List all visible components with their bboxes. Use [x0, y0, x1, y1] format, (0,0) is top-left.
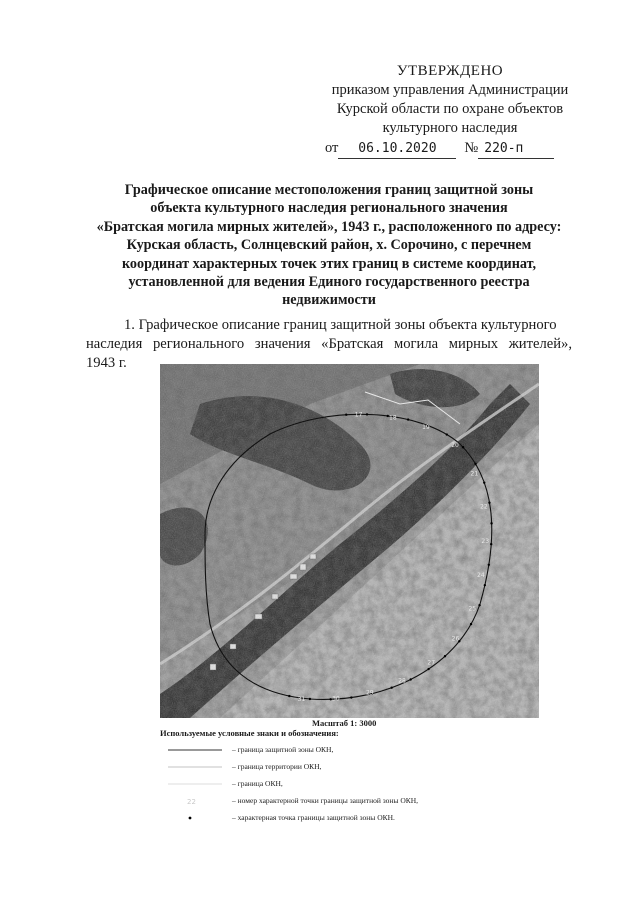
characteristic-point: [478, 604, 480, 606]
point-number-label: 18: [389, 414, 397, 422]
date-prefix: от: [325, 140, 339, 156]
characteristic-point: [490, 522, 492, 524]
title-line: Графическое описание местоположения границ защитной зоны: [124, 182, 534, 198]
point-number-symbol: [160, 793, 230, 810]
characteristic-point: [409, 678, 411, 680]
point-number-label: 31: [297, 695, 306, 703]
title-line: Курская область, Солнцевский район, х. Сорочино, с перечнем: [126, 237, 532, 254]
point-number-label: 21: [470, 470, 479, 478]
approval-line-3: культурного наследия: [382, 120, 518, 136]
legend-item: [160, 793, 460, 810]
characteristic-point: [446, 433, 448, 435]
characteristic-point: [350, 696, 352, 698]
point-number-label: 20: [451, 442, 459, 450]
characteristic-point: [345, 414, 347, 416]
number-sign: №: [464, 140, 479, 156]
characteristic-point: [488, 564, 490, 566]
legend-item: [160, 776, 460, 793]
map-scale: Масштаб 1: 3000: [312, 718, 377, 728]
legend-text: – граница защитной зоны ОКН,: [232, 745, 334, 754]
characteristic-point: [390, 687, 392, 689]
legend: [160, 742, 460, 827]
object-boundary-symbol: [160, 776, 230, 793]
point-number-label: 27: [427, 659, 436, 667]
characteristic-point: [484, 584, 486, 586]
legend-text: – граница ОКН,: [232, 779, 283, 788]
approval-line-1: приказом управления Администрации: [331, 82, 569, 98]
title-line: «Братская могила мирных жителей», 1943 г., расположенного по адресу:: [96, 218, 562, 235]
legend-text: – граница территории ОКН,: [232, 762, 322, 771]
point-number-label: 23: [481, 537, 490, 545]
document-title: [86, 181, 572, 310]
section-line-3: 1943 г.: [86, 355, 127, 371]
zone-boundary-symbol: [160, 742, 230, 759]
title-line: объекта культурного наследия регионального значения: [150, 200, 508, 217]
point-number-label: 26: [451, 635, 460, 643]
approval-date-row: [325, 139, 600, 159]
characteristic-point: [444, 655, 446, 657]
characteristic-point: [474, 463, 476, 465]
point-number-label: 25: [468, 605, 477, 613]
approval-line-2: Курской области по охране объектов: [336, 101, 564, 117]
characteristic-point: [488, 502, 490, 504]
legend-item: [160, 742, 460, 759]
territory-boundary-symbol: [160, 759, 230, 776]
point-number-label: 22: [480, 503, 488, 511]
point-number-label: 28: [398, 677, 406, 685]
characteristic-point: [309, 698, 311, 700]
approval-block: [300, 62, 600, 159]
legend-text: – характерная точка границы защитной зоны ОКН.: [232, 813, 395, 822]
point-number-label: 29: [365, 689, 374, 697]
legend-title: Используемые условные знаки и обозначения:: [160, 728, 339, 738]
title-line: недвижимости: [282, 292, 376, 309]
characteristic-point-symbol: [160, 810, 230, 827]
section-line-2: наследия регионального значения «Братская могила мирных жителей»,: [86, 336, 572, 352]
point-number-label: 17: [354, 411, 363, 419]
characteristic-point: [366, 413, 368, 415]
characteristic-point: [483, 481, 485, 483]
legend-item: [160, 810, 460, 827]
title-line: установленной для ведения Единого государственного реестра: [128, 274, 530, 291]
point-number-label: 24: [477, 571, 485, 579]
characteristic-point: [462, 446, 464, 448]
aerial-map: [160, 364, 539, 718]
approval-number: 220-п: [478, 139, 554, 159]
title-line: координат характерных точек этих границ в системе координат,: [121, 255, 537, 272]
point-number-label: 19: [422, 424, 430, 432]
section-line-1: 1. Графическое описание границ защитной зоны объекта культурного: [124, 317, 557, 333]
characteristic-point: [470, 623, 472, 625]
characteristic-point: [288, 695, 290, 697]
legend-text: – номер характерной точки границы защитной зоны ОКН,: [232, 796, 419, 805]
characteristic-point: [407, 418, 409, 420]
legend-item: [160, 759, 460, 776]
approval-title: УТВЕРЖДЕНО: [396, 63, 504, 79]
characteristic-point: [490, 543, 492, 545]
characteristic-point: [427, 668, 429, 670]
svg-text:22: 22: [187, 798, 196, 806]
approval-date: 06.10.2020: [338, 139, 456, 159]
point-number-label: 30: [332, 695, 340, 703]
